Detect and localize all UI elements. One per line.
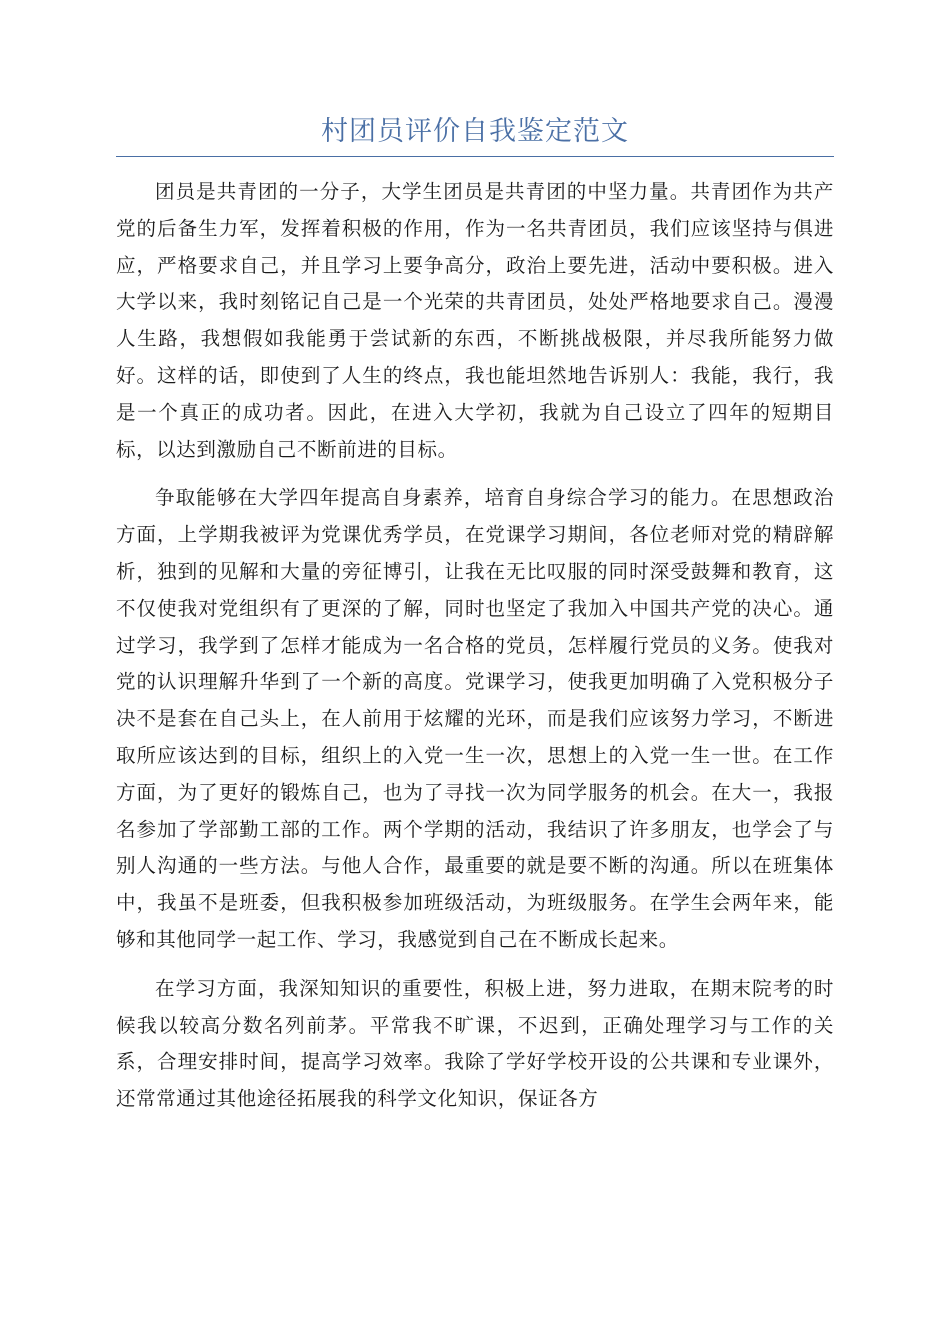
paragraph-3: 在学习方面，我深知知识的重要性，积极上进，努力进取，在期末院考的时候我以较高分数名列前茅。平常我不旷课，不迟到，正确处理学习与工作的关系，合理安排时间，提高学习效率。我除了学好学校开设的公共课和专业课外，还常常通过其他途径拓展我的科学文化知识，保证各方: [116, 976, 834, 1111]
paragraph-2: 争取能够在大学四年提高自身素养，培育自身综合学习的能力。在思想政治方面，上学期我被评为党课优秀学员，在党课学习期间，各位老师对党的精辟解析，独到的见解和大量的旁征博引，让我在无比叹服的同时深受鼓舞和教育，这不仅使我对党组织有了更深的了解，同时也坚定了我加入中国共产党的决心。通过学习，我学到了怎样才能成为一名合格的党员，怎样履行党员的义务。使我对党的认识理解升华到了一个新的高度。党课学习，使我更加明确了入党积极分子决不是套在自己头上，在人前用于炫耀的光环，而是我们应该努力学习，不断进取所应该达到的目标，组织上的入党一生一次，思想上的入党一生一世。在工作方面，为了更好的锻炼自己，也为了寻找一次为同学服务的机会。在大一，我报名参加了学部勤工部的工作。两个学期的活动，我结识了许多朋友，也学会了与别人沟通的一些方法。与他人合作，最重要的就是要不断的沟通。所以在班集体中，我虽不是班委，但我积极参加班级活动，为班级服务。在学生会两年来，能够和其他同学一起工作、学习，我感觉到自己在不断成长起来。: [116, 486, 834, 951]
document-body: [116, 174, 834, 1130]
title-block: [116, 112, 834, 157]
paragraph-1: 团员是共青团的一分子，大学生团员是共青团的中坚力量。共青团作为共产党的后备生力军，发挥着积极的作用，作为一名共青团员，我们应该坚持与俱进应，严格要求自己，并且学习上要争高分，政治上要先进，活动中要积极。进入大学以来，我时刻铭记自己是一个光荣的共青团员，处处严格地要求自己。漫漫人生路，我想假如我能勇于尝试新的东西，不断挑战极限，并尽我所能努力做好。这样的话，即使到了人生的终点，我也能坦然地告诉别人：我能，我行，我是一个真正的成功者。因此，在进入大学初，我就为自己设立了四年的短期目标，以达到激励自己不断前进的目标。: [116, 180, 834, 461]
page-title: 村团员评价自我鉴定范文: [321, 116, 629, 147]
